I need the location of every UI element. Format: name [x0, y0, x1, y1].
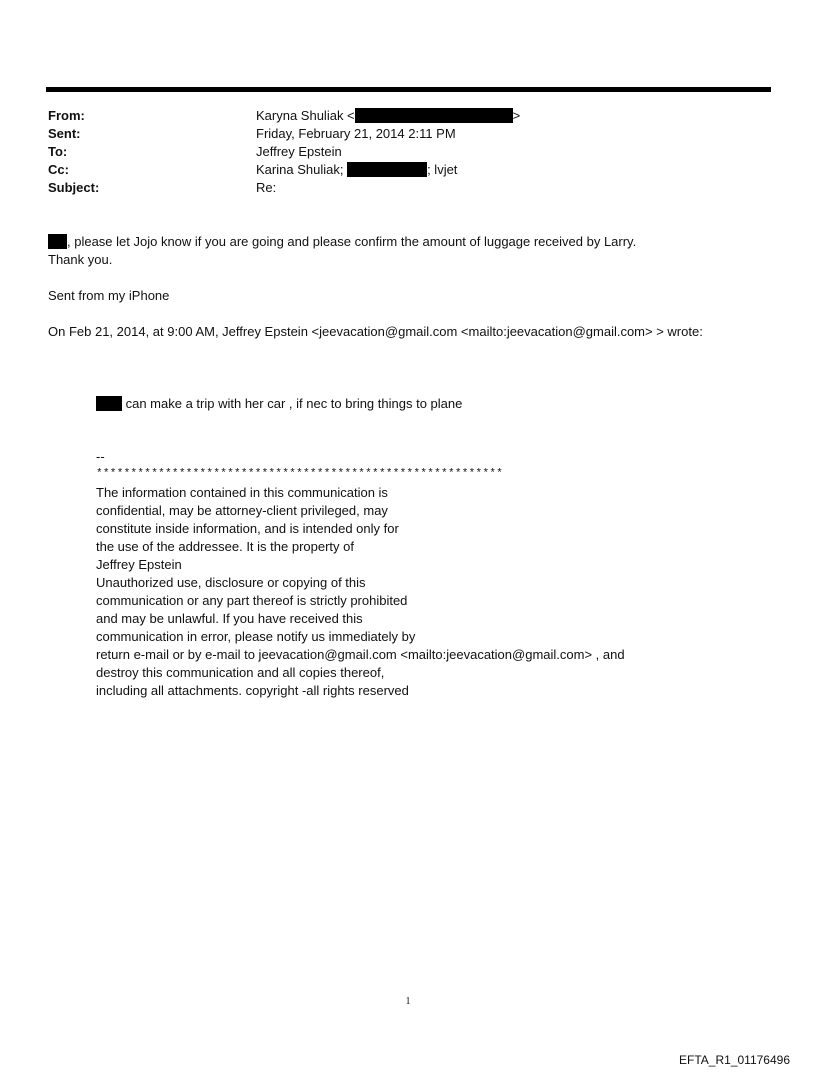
- disclaimer-line: communication or any part thereof is strictly prohibited: [96, 593, 408, 608]
- document-id: EFTA_R1_01176496: [679, 1053, 790, 1067]
- header-divider-rule: [46, 87, 771, 92]
- cc-label: Cc:: [48, 162, 69, 177]
- quoted-text: can make a trip with her car , if nec to bring things to plane: [122, 396, 463, 411]
- page-number: 1: [405, 996, 411, 1007]
- redaction-box: [355, 108, 513, 123]
- to-value: Jeffrey Epstein: [256, 144, 342, 159]
- redaction-box: [96, 396, 122, 411]
- cc-rest: ; lvjet: [427, 162, 458, 177]
- quoted-line-1: [96, 395, 462, 413]
- from-name: Karyna Shuliak <: [256, 108, 355, 123]
- sent-value: Friday, February 21, 2014 2:11 PM: [256, 126, 456, 141]
- disclaimer-line: constitute inside information, and is intended only for: [96, 521, 399, 536]
- disclaimer-line: destroy this communication and all copies thereof,: [96, 665, 385, 680]
- cc-value: [256, 161, 457, 179]
- message-line-1: [48, 233, 636, 251]
- cc-name: Karina Shuliak;: [256, 162, 344, 177]
- disclaimer-line: Jeffrey Epstein: [96, 557, 182, 572]
- to-label: To:: [48, 144, 68, 159]
- disclaimer-line: confidential, may be attorney-client privileged, may: [96, 503, 388, 518]
- message-line-2: Thank you.: [48, 252, 113, 267]
- redaction-box: [347, 162, 427, 177]
- disclaimer-line: return e-mail or by e-mail to jeevacation@gmail.com <mailto:jeevacation@gmail.com> , and: [96, 647, 625, 662]
- from-value: [256, 107, 520, 125]
- subject-label: Subject:: [48, 180, 100, 195]
- from-close-bracket: >: [512, 108, 521, 123]
- from-label: From:: [48, 108, 85, 123]
- redaction-box: [48, 234, 67, 249]
- message-text: , please let Jojo know if you are going and please confirm the amount of luggage received by Larry.: [67, 234, 637, 249]
- subject-value: Re:: [256, 180, 277, 195]
- asterisk-divider: ***********************************************************: [96, 468, 504, 480]
- disclaimer-line: and may be unlawful. If you have received this: [96, 611, 363, 626]
- signature-line: Sent from my iPhone: [48, 288, 170, 303]
- signature-separator: --: [96, 449, 105, 464]
- disclaimer-line: Unauthorized use, disclosure or copying of this: [96, 575, 366, 590]
- disclaimer-line: The information contained in this communication is: [96, 485, 388, 500]
- sent-label: Sent:: [48, 126, 81, 141]
- disclaimer-line: including all attachments. copyright -all rights reserved: [96, 683, 409, 698]
- disclaimer-line: communication in error, please notify us immediately by: [96, 629, 416, 644]
- quote-intro-line: On Feb 21, 2014, at 9:00 AM, Jeffrey Epstein <jeevacation@gmail.com <mailto:jeevacation@gmail.com> > wrote:: [48, 324, 703, 339]
- disclaimer-line: the use of the addressee. It is the property of: [96, 539, 354, 554]
